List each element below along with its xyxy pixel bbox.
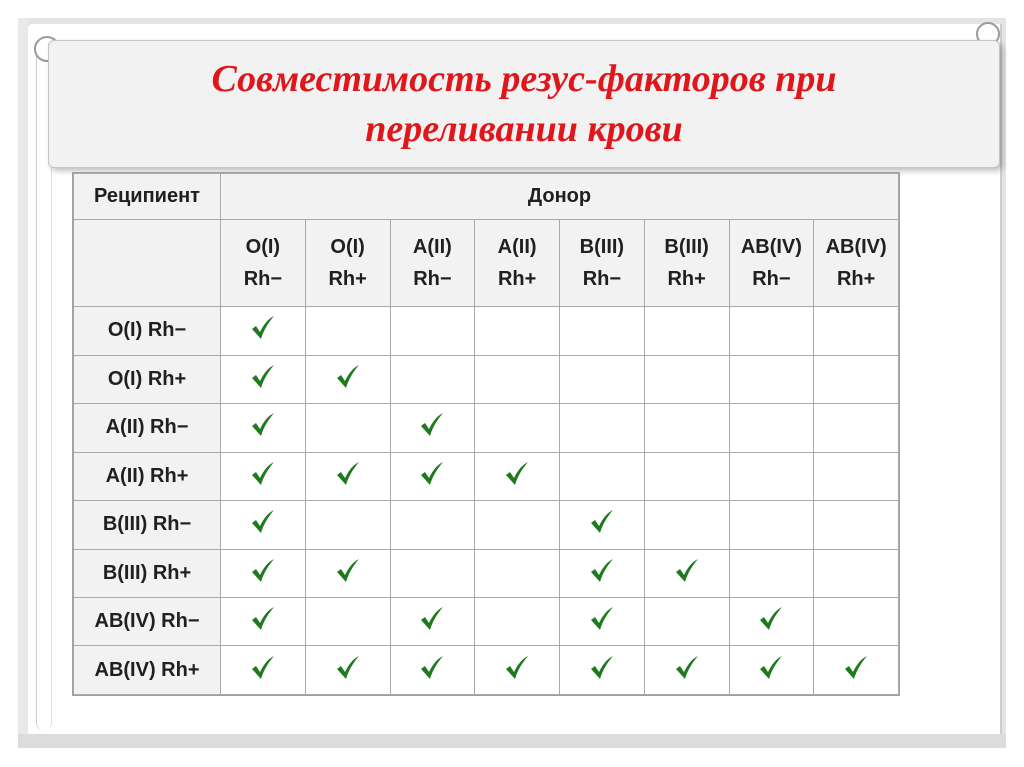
donor-rh-label: Rh− [243, 268, 283, 291]
compatibility-cell [305, 355, 390, 403]
donor-rh-label: Rh− [582, 268, 622, 291]
checkmark-icon [334, 557, 362, 585]
checkmark-icon [249, 508, 277, 536]
compatibility-cell [814, 452, 899, 500]
donor-rh-label: Rh+ [497, 268, 537, 291]
checkmark-icon [418, 605, 446, 633]
recipient-label: B(III) Rh+ [74, 549, 221, 597]
table-row [74, 404, 899, 452]
checkmark-icon [249, 557, 277, 585]
checkmark-icon [334, 654, 362, 682]
compatibility-cell [814, 501, 899, 549]
compatibility-cell [305, 404, 390, 452]
compatibility-cell [644, 501, 729, 549]
checkmark-icon [842, 654, 870, 682]
compatibility-cell [729, 307, 814, 355]
compatibility-cell [221, 355, 306, 403]
compatibility-cell [560, 549, 645, 597]
recipient-label: B(III) Rh− [74, 501, 221, 549]
donor-header: Донор [221, 174, 899, 220]
checkmark-icon [757, 654, 785, 682]
donor-rh-label: Rh− [413, 268, 452, 291]
compatibility-cell [221, 597, 306, 645]
compatibility-cell [390, 452, 475, 500]
compatibility-cell [305, 452, 390, 500]
checkmark-icon [418, 460, 446, 488]
compatibility-cell [221, 307, 306, 355]
compatibility-cell [221, 549, 306, 597]
donor-rh-label: Rh+ [836, 268, 876, 291]
compatibility-cell [475, 597, 560, 645]
compatibility-cell [390, 355, 475, 403]
compatibility-cell [475, 452, 560, 500]
compatibility-cell [644, 452, 729, 500]
compatibility-cell [729, 646, 814, 695]
donor-group-label: B(III) [664, 236, 709, 259]
donor-group-label: AB(IV) [740, 236, 802, 259]
compatibility-cell [305, 549, 390, 597]
donor-group-label: A(II) [412, 236, 452, 259]
recipient-label: O(I) Rh+ [74, 355, 221, 403]
compatibility-cell [729, 549, 814, 597]
donor-group-label: O(I) [245, 236, 281, 259]
donor-column-header [305, 220, 390, 307]
compatibility-cell [814, 355, 899, 403]
title-line-1: Совместимость резус-факторов при [211, 58, 837, 100]
donor-column-header [644, 220, 729, 307]
compatibility-cell [560, 646, 645, 695]
donor-column-header [729, 220, 814, 307]
compatibility-cell [729, 404, 814, 452]
compatibility-cell [221, 452, 306, 500]
compatibility-cell [475, 404, 560, 452]
compatibility-cell [644, 307, 729, 355]
compatibility-cell [390, 646, 475, 695]
compatibility-cell [644, 549, 729, 597]
donor-rh-label: Rh+ [328, 268, 367, 291]
donor-rh-label: Rh− [752, 268, 791, 291]
recipient-label: A(II) Rh− [74, 404, 221, 452]
compatibility-cell [560, 404, 645, 452]
compatibility-table-container [72, 172, 900, 696]
table-row [74, 501, 899, 549]
compatibility-cell [814, 549, 899, 597]
donor-column-header [814, 220, 899, 307]
recipient-header: Реципиент [74, 174, 221, 220]
compatibility-cell [560, 597, 645, 645]
title-banner [48, 40, 1000, 168]
compatibility-cell [475, 355, 560, 403]
title-line-2: переливании крови [365, 108, 683, 150]
recipient-label: AB(IV) Rh+ [74, 646, 221, 695]
compatibility-cell [814, 307, 899, 355]
compatibility-cell [390, 597, 475, 645]
compatibility-cell [475, 646, 560, 695]
donor-column-header [390, 220, 475, 307]
donor-rh-label: Rh+ [667, 268, 706, 291]
compatibility-cell [729, 597, 814, 645]
donor-group-label: B(III) [579, 236, 625, 259]
compatibility-cell [305, 646, 390, 695]
checkmark-icon [673, 557, 701, 585]
recipient-label: AB(IV) Rh− [74, 597, 221, 645]
compatibility-table [73, 173, 899, 695]
compatibility-cell [644, 597, 729, 645]
frame-bottom [18, 734, 1006, 748]
checkmark-icon [334, 460, 362, 488]
recipient-label: O(I) Rh− [74, 307, 221, 355]
compatibility-cell [560, 501, 645, 549]
donor-group-label: A(II) [497, 236, 537, 259]
compatibility-cell [814, 404, 899, 452]
checkmark-icon [249, 314, 277, 342]
table-row [74, 307, 899, 355]
donor-group-label: O(I) [330, 236, 365, 259]
compatibility-cell [729, 355, 814, 403]
checkmark-icon [418, 654, 446, 682]
compatibility-cell [560, 307, 645, 355]
table-row [74, 597, 899, 645]
table-row [74, 549, 899, 597]
empty-corner-cell [74, 220, 221, 307]
recipient-label: A(II) Rh+ [74, 452, 221, 500]
compatibility-cell [729, 501, 814, 549]
compatibility-cell [475, 501, 560, 549]
compatibility-cell [221, 501, 306, 549]
checkmark-icon [588, 654, 616, 682]
header-row [74, 174, 899, 220]
compatibility-cell [560, 452, 645, 500]
frame-left [18, 18, 28, 748]
compatibility-cell [305, 501, 390, 549]
compatibility-cell [390, 307, 475, 355]
checkmark-icon [249, 363, 277, 391]
compatibility-cell [390, 404, 475, 452]
table-row [74, 355, 899, 403]
checkmark-icon [757, 605, 785, 633]
compatibility-cell [644, 646, 729, 695]
donor-column-header [560, 220, 645, 307]
table-row [74, 452, 899, 500]
compatibility-cell [644, 404, 729, 452]
compatibility-cell [644, 355, 729, 403]
donor-column-header [475, 220, 560, 307]
compatibility-cell [305, 597, 390, 645]
donor-group-label: AB(IV) [825, 236, 887, 259]
compatibility-cell [390, 549, 475, 597]
compatibility-cell [390, 501, 475, 549]
checkmark-icon [673, 654, 701, 682]
checkmark-icon [249, 605, 277, 633]
compatibility-cell [814, 597, 899, 645]
table-row [74, 646, 899, 695]
compatibility-cell [475, 307, 560, 355]
checkmark-icon [249, 460, 277, 488]
compatibility-cell [814, 646, 899, 695]
checkmark-icon [503, 460, 531, 488]
checkmark-icon [249, 654, 277, 682]
compatibility-cell [305, 307, 390, 355]
compatibility-cell [729, 452, 814, 500]
checkmark-icon [334, 363, 362, 391]
donor-column-header [221, 220, 306, 307]
checkmark-icon [503, 654, 531, 682]
checkmark-icon [588, 605, 616, 633]
compatibility-cell [221, 404, 306, 452]
page-title [212, 54, 837, 154]
checkmark-icon [588, 557, 616, 585]
compatibility-cell [475, 549, 560, 597]
checkmark-icon [418, 411, 446, 439]
donor-columns-row [74, 220, 899, 307]
compatibility-cell [221, 646, 306, 695]
checkmark-icon [249, 411, 277, 439]
compatibility-cell [560, 355, 645, 403]
checkmark-icon [588, 508, 616, 536]
